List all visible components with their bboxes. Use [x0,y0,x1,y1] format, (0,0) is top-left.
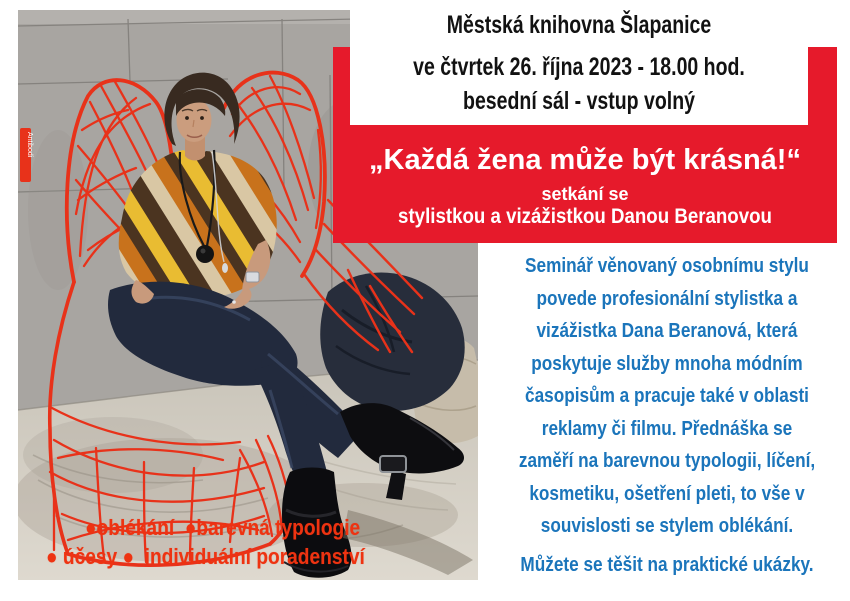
description-line: poskytuje služby mnoha módním [531,352,803,375]
event-venue: besední sál - vstup volný [463,87,695,115]
description-closing-line: Můžete se těšit na praktické ukázky. [520,553,814,576]
event-description [484,250,850,581]
chair-brand-label: Antibodi [26,132,33,158]
topics-line-1: ●oblékání ●barevná typologie [85,515,361,540]
banner-subtitle-1: setkání se [541,184,629,204]
description-line: vizážistka Dana Beranová, která [536,320,798,342]
description-line: časopisům a pracuje také v oblasti [525,385,809,407]
description-line: zaměří na barevnou typologii, líčení, [518,450,816,472]
description-line: Seminář věnovaný osobnímu stylu [525,255,809,277]
library-name: Městská knihovna Šlapanice [446,11,712,39]
description-line: souvislosti se stylem oblékání. [540,515,794,537]
ring [232,300,236,304]
event-date-time: ve čtvrtek 26. října 2023 - 18.00 hod. [413,53,745,81]
description-line: povede profesionální stylistka a [536,287,798,310]
topics-line-2: ● účesy ● individuální poradenství [46,544,365,569]
banner-title: „Každá žena může být krásná!“ [369,144,801,176]
description-line: kosmetiku, ošetření pleti, to vše v [529,482,805,505]
watch [246,272,259,282]
banner-text [333,47,837,229]
banner-subtitle-2: stylistkou a vizážistkou Danou Beranovou [398,205,772,228]
description-line: reklamy či filmu. Přednáška se [541,417,793,440]
